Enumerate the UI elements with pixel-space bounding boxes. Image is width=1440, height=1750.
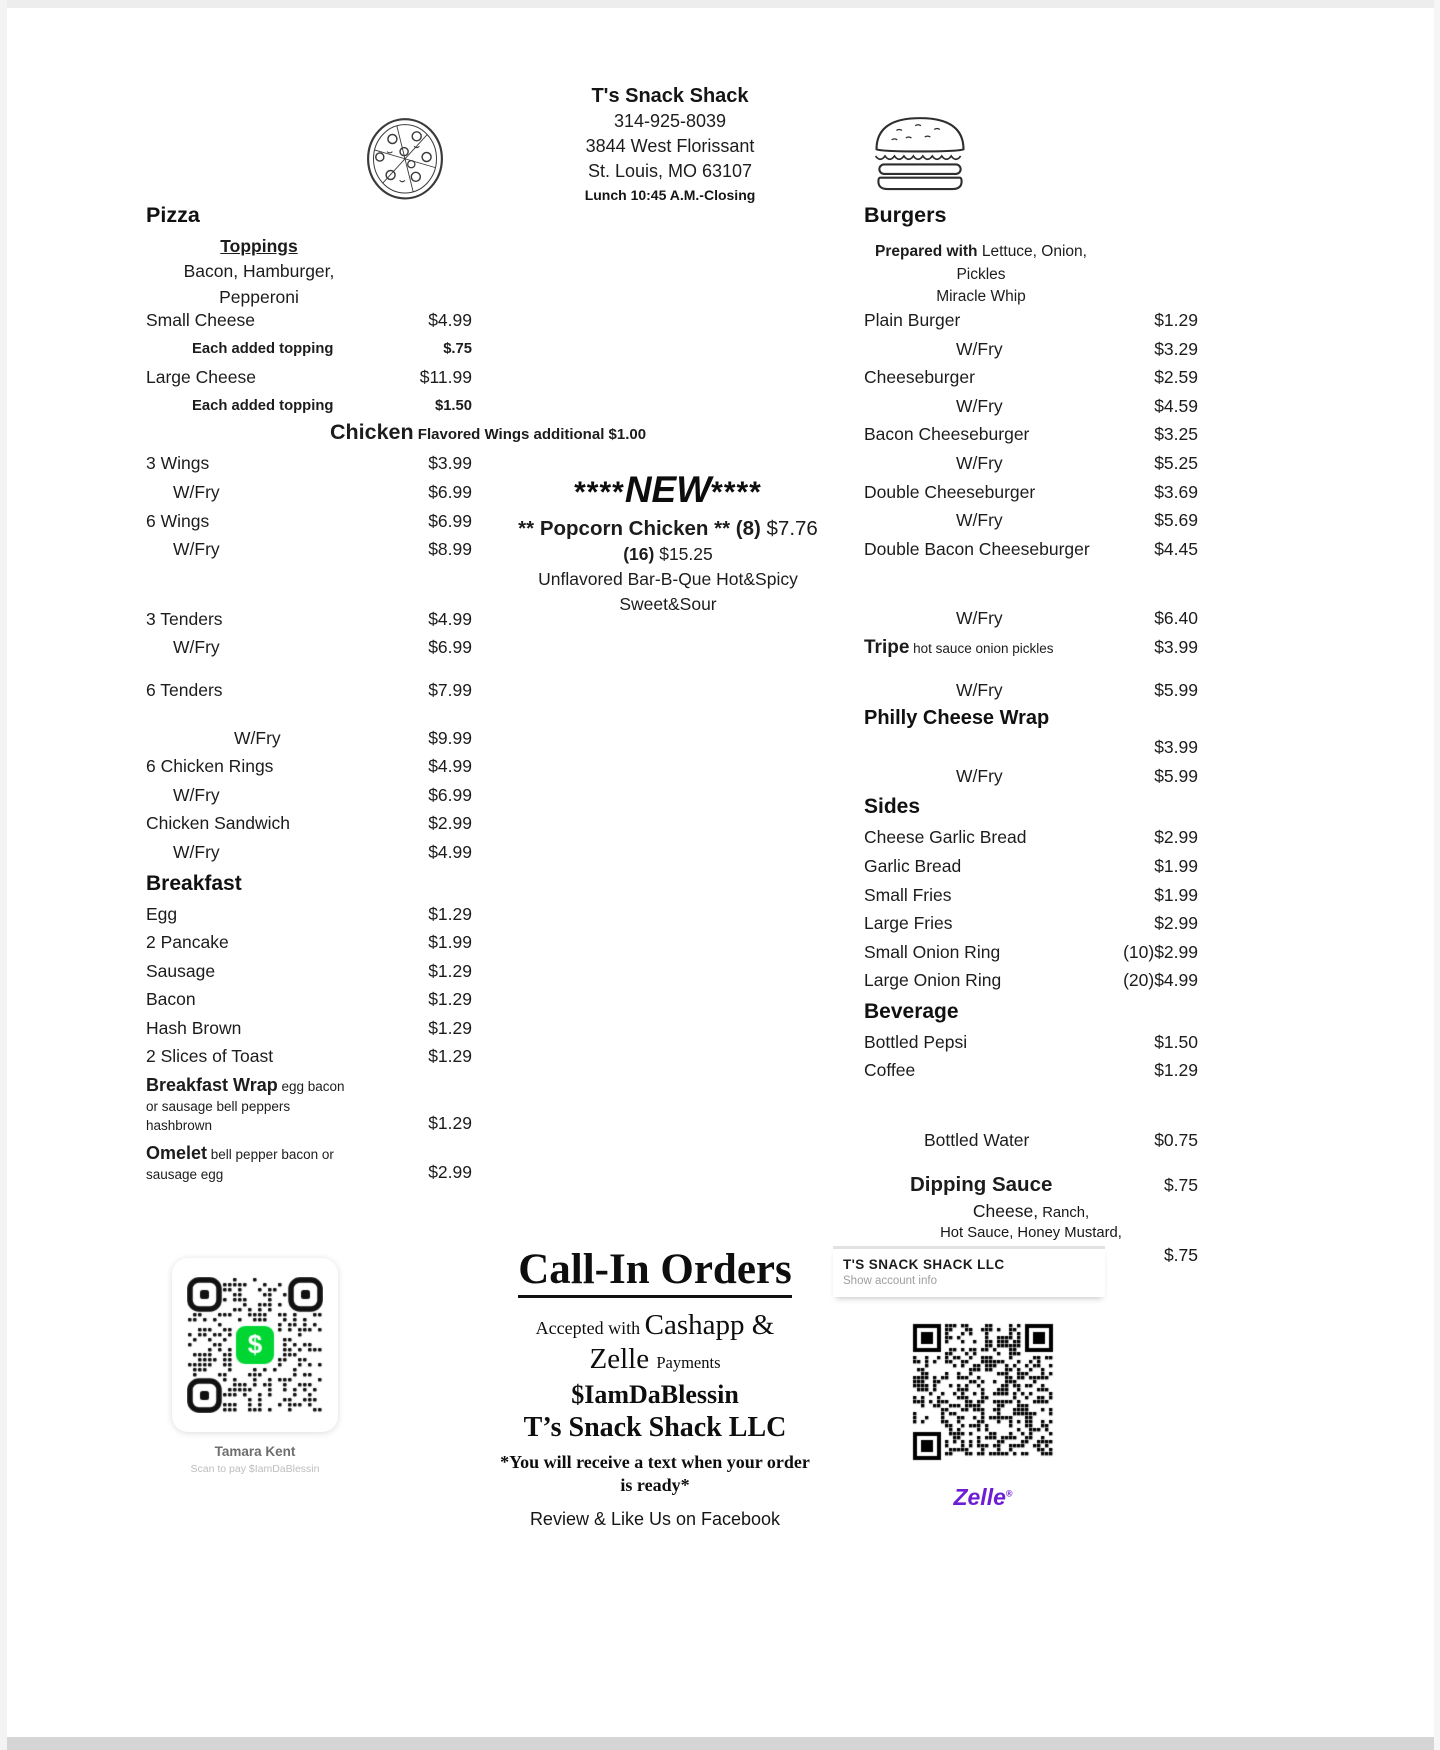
popcorn-16-label: (16) xyxy=(623,544,660,564)
item-price: $4.99 xyxy=(428,841,472,862)
item-price: $2.59 xyxy=(1154,367,1198,388)
item-label: W/Fry xyxy=(956,452,1003,473)
stars-left: **** xyxy=(574,476,625,509)
zelle-logo-text: Zelle xyxy=(953,1484,1006,1510)
item-label: Chicken Sandwich xyxy=(146,813,290,834)
item-label: Double Cheeseburger xyxy=(864,481,1036,502)
menu-item-row xyxy=(864,823,1198,852)
toppings-heading: Toppings xyxy=(220,236,298,256)
item-label: Each added topping xyxy=(192,397,334,414)
item-price: $3.29 xyxy=(1154,338,1198,359)
flavor-text: Ranch, xyxy=(1038,1204,1090,1221)
menu-item-row xyxy=(146,838,472,867)
item-price: $5.99 xyxy=(1154,765,1198,786)
item-label: Each added topping xyxy=(192,340,334,357)
item-price: $4.99 xyxy=(428,310,472,330)
section-heading-pizza: Pizza xyxy=(146,203,200,227)
item-label: 3 Wings xyxy=(146,453,210,474)
menu-item-row xyxy=(864,363,1198,392)
menu-item-row xyxy=(146,900,472,929)
item-price: (20)$4.99 xyxy=(1123,970,1198,991)
menu-item-row xyxy=(146,535,472,564)
scan-edge-bottom xyxy=(0,1737,1440,1750)
prepared-line: Pickles xyxy=(956,265,1006,283)
note-line: *You will receive a text when your order xyxy=(500,1451,810,1472)
spacer xyxy=(146,420,472,449)
menu-item-row xyxy=(146,1014,472,1043)
menu-item-row xyxy=(864,881,1198,910)
new-word: NEW xyxy=(624,469,712,510)
item-price: $2.99 xyxy=(1154,827,1198,848)
menu-item-row xyxy=(864,938,1198,967)
cashapp-qr-code xyxy=(187,1277,323,1413)
item-label: Double Bacon Cheeseburger xyxy=(864,538,1090,559)
chicken-heading-word: Chicken xyxy=(330,420,414,444)
menu-item-row xyxy=(146,605,472,634)
menu-item-row xyxy=(864,335,1198,364)
item-label: Plain Burger xyxy=(864,310,961,330)
burgers-prepared-note xyxy=(848,241,1114,309)
menu-item-row xyxy=(146,306,472,335)
spacer xyxy=(864,563,1198,604)
item-price: $4.59 xyxy=(1154,395,1198,416)
item-price: $6.40 xyxy=(1154,608,1198,629)
spacer xyxy=(864,1085,1198,1126)
item-text xyxy=(146,1142,472,1184)
item-price: $11.99 xyxy=(419,367,472,388)
menu-item-row xyxy=(864,478,1198,507)
menu-item-row xyxy=(146,957,472,986)
item-price: $6.99 xyxy=(428,784,472,805)
item-label: Sausage xyxy=(146,960,216,981)
payments-word: Payments xyxy=(656,1352,721,1372)
stars-right: **** xyxy=(711,476,762,509)
item-label: Bottled Water xyxy=(924,1130,1030,1151)
item-name-bold: Breakfast Wrap xyxy=(146,1075,278,1096)
item-price: $.75 xyxy=(1163,1244,1198,1265)
cashtag: $IamDaBlessin xyxy=(571,1379,739,1409)
call-in-orders-title: Call-In Orders xyxy=(518,1248,792,1298)
cashapp-brand: Cashapp & xyxy=(644,1308,775,1341)
menu-item-row xyxy=(864,506,1198,535)
address-street: 3844 West Florissant xyxy=(585,136,755,156)
call-in-orders-block xyxy=(420,1248,890,1530)
toppings-line: Pepperoni xyxy=(219,286,299,307)
note-line: is ready* xyxy=(620,1474,690,1495)
item-price: $3.99 xyxy=(1154,636,1198,657)
menu-item-row xyxy=(146,363,472,392)
menu-item-row xyxy=(864,1169,1198,1200)
item-label: Large Onion Ring xyxy=(864,970,1002,991)
item-label: Bacon Cheeseburger xyxy=(864,424,1030,445)
right-menu-column xyxy=(864,306,1198,1266)
item-price: $1.99 xyxy=(1154,855,1198,876)
zelle-payments-line xyxy=(420,1343,890,1379)
item-price: $5.99 xyxy=(1154,679,1198,700)
item-price: $2.99 xyxy=(428,1162,472,1183)
prepared-line xyxy=(848,241,1114,264)
item-note: bell pepper bacon or xyxy=(207,1147,334,1163)
item-label: W/Fry xyxy=(956,608,1003,629)
prepared-bold: Prepared with xyxy=(875,243,978,260)
item-label: Small Fries xyxy=(864,884,952,905)
item-price: $1.29 xyxy=(428,1113,472,1134)
section-heading: Breakfast xyxy=(146,871,242,895)
item-price: $1.50 xyxy=(1154,1031,1198,1052)
menu-item-row xyxy=(146,676,472,705)
item-label: W/Fry xyxy=(173,784,220,805)
dipping-sauce-flavors xyxy=(864,1222,1198,1244)
menu-item-row xyxy=(864,966,1198,995)
popcorn-chicken-16-line xyxy=(436,541,900,567)
menu-item-row xyxy=(146,335,472,364)
item-label: 3 Tenders xyxy=(146,608,223,629)
item-label: Egg xyxy=(146,903,178,924)
zelle-account-card xyxy=(833,1246,1105,1297)
scan-edge-left xyxy=(0,0,7,1750)
toppings-line: Bacon, Hamburger, xyxy=(183,261,335,281)
address-city: St. Louis, MO 63107 xyxy=(587,161,753,181)
popcorn-chicken-price: $7.76 xyxy=(766,517,818,540)
item-price: $7.99 xyxy=(428,679,472,700)
item-name-bold: Omelet xyxy=(146,1143,208,1164)
item-price: $1.99 xyxy=(1154,884,1198,905)
zelle-account-title: T'S SNACK SHACK LLC xyxy=(843,1257,1005,1272)
item-label: Small Onion Ring xyxy=(864,941,1001,962)
spacer xyxy=(146,662,472,676)
item-label: Coffee xyxy=(864,1060,916,1081)
cashapp-account-name: Tamara Kent xyxy=(214,1444,296,1459)
item-label xyxy=(864,633,1054,664)
menu-item-row xyxy=(864,1028,1198,1057)
accepted-prefix: Accepted with xyxy=(535,1317,645,1338)
cashapp-qr-card xyxy=(172,1258,338,1432)
menu-item-row xyxy=(864,392,1198,421)
menu-item-row xyxy=(864,449,1198,478)
restaurant-name: T's Snack Shack xyxy=(591,85,749,107)
item-price: (10)$2.99 xyxy=(1123,941,1198,962)
item-label: Cheese Garlic Bread xyxy=(864,827,1027,848)
header xyxy=(505,84,835,206)
flavor-text: Hot Sauce, Honey Mustard, xyxy=(940,1224,1122,1241)
item-note-line: hashbrown xyxy=(146,1118,213,1134)
item-label: W/Fry xyxy=(956,338,1003,359)
menu-item-row xyxy=(864,762,1198,791)
prepared-rest: Lettuce, Onion, xyxy=(977,243,1087,260)
order-ready-note xyxy=(420,1451,890,1497)
zelle-show-account-info: Show account info xyxy=(843,1275,937,1287)
item-price: $1.99 xyxy=(428,932,472,953)
item-label: W/Fry xyxy=(956,510,1003,531)
item-label: W/Fry xyxy=(234,727,281,748)
item-label: W/Fry xyxy=(173,841,220,862)
item-price: $5.25 xyxy=(1154,452,1198,473)
chicken-heading-note: Flavored Wings additional $1.00 xyxy=(413,426,647,443)
item-label: W/Fry xyxy=(173,637,220,658)
item-label: Dipping Sauce xyxy=(910,1172,1053,1196)
item-price: $3.25 xyxy=(1154,424,1198,445)
pizza-toppings xyxy=(138,233,380,310)
menu-item-row xyxy=(146,392,472,421)
cashapp-scan-caption: Scan to pay $IamDaBlessin xyxy=(190,1463,320,1475)
left-menu-column xyxy=(146,306,472,1188)
menu-item-row xyxy=(864,1056,1198,1085)
spacer xyxy=(146,705,472,724)
menu-item-row xyxy=(146,507,472,536)
item-price: $1.29 xyxy=(1154,310,1198,330)
item-note: egg bacon xyxy=(277,1079,345,1095)
menu-item-row xyxy=(146,724,472,753)
item-price: $5.69 xyxy=(1154,510,1198,531)
zelle-logo-reg: ® xyxy=(1005,1488,1013,1499)
item-note-line: sausage egg xyxy=(146,1167,224,1183)
item-price: $6.99 xyxy=(428,481,472,502)
item-label: 6 Tenders xyxy=(146,679,223,700)
menu-item-row xyxy=(864,535,1198,564)
item-price: $1.29 xyxy=(428,960,472,981)
popcorn-16-price: $15.25 xyxy=(659,544,713,564)
menu-item-row xyxy=(146,1139,472,1188)
item-price: $2.99 xyxy=(428,813,472,834)
item-price: $3.99 xyxy=(428,453,472,474)
item-label: W/Fry xyxy=(956,679,1003,700)
menu-item-row xyxy=(146,449,472,478)
zelle-logo xyxy=(908,1484,1058,1511)
scan-edge-top xyxy=(0,0,1440,8)
menu-item-row xyxy=(864,633,1198,662)
item-label: Bottled Pepsi xyxy=(864,1031,968,1052)
item-label: 2 Slices of Toast xyxy=(146,1046,274,1067)
new-title xyxy=(436,470,900,513)
item-price: $1.29 xyxy=(428,1017,472,1038)
item-label: Large Cheese xyxy=(146,367,256,388)
price-row xyxy=(864,733,1198,762)
accepted-with-line xyxy=(420,1310,890,1343)
menu-item-row xyxy=(146,985,472,1014)
item-price: $1.29 xyxy=(428,1046,472,1067)
facebook-line: Review & Like Us on Facebook xyxy=(529,1508,781,1529)
item-price: $3.69 xyxy=(1154,481,1198,502)
flavors-line: Unflavored Bar-B-Que Hot&Spicy xyxy=(538,569,798,589)
item-label: Hash Brown xyxy=(146,1017,242,1038)
item-price: $4.99 xyxy=(428,608,472,629)
item-price: $.75 xyxy=(1163,1174,1198,1195)
item-label: Large Fries xyxy=(864,913,953,934)
item-label: Garlic Bread xyxy=(864,855,962,876)
item-price: $6.99 xyxy=(428,637,472,658)
menu-item-row xyxy=(864,604,1198,633)
menu-item-row xyxy=(864,909,1198,938)
item-price: $1.29 xyxy=(428,903,472,924)
item-note: hot sauce onion pickles xyxy=(909,640,1054,656)
menu-item-row xyxy=(864,852,1198,881)
item-price: $8.99 xyxy=(428,539,472,560)
item-label: 6 Wings xyxy=(146,510,210,531)
item-label: W/Fry xyxy=(173,539,220,560)
spacer xyxy=(864,1155,1198,1169)
menu-item-row xyxy=(864,420,1198,449)
pizza-icon xyxy=(360,110,450,204)
menu-item-row xyxy=(864,306,1198,335)
flavors-line: Sweet&Sour xyxy=(619,594,717,614)
zelle-brand: Zelle xyxy=(589,1342,657,1375)
section-heading: Sides xyxy=(864,795,921,819)
item-label: Cheeseburger xyxy=(864,367,975,388)
item-note-line: or sausage bell peppers xyxy=(146,1099,291,1115)
prepared-line: Miracle Whip xyxy=(936,288,1026,305)
menu-item-row xyxy=(146,928,472,957)
new-item-announcement xyxy=(436,470,900,617)
menu-item-row xyxy=(146,633,472,662)
item-price: $3.99 xyxy=(1154,737,1198,758)
spacer xyxy=(864,662,1198,676)
item-price: $4.45 xyxy=(1154,538,1198,559)
hours: Lunch 10:45 A.M.-Closing xyxy=(584,187,756,203)
item-label: W/Fry xyxy=(173,481,220,502)
item-label: 2 Pancake xyxy=(146,932,229,953)
item-name-heading: Philly Cheese Wrap xyxy=(864,707,1050,730)
item-text xyxy=(146,1074,472,1135)
item-price: $9.99 xyxy=(428,727,472,748)
menu-item-row xyxy=(146,478,472,507)
menu-item-row xyxy=(146,781,472,810)
section-heading-burgers: Burgers xyxy=(864,203,947,227)
scan-edge-right xyxy=(1434,0,1440,1750)
burger-icon xyxy=(868,108,972,202)
dipping-sauce-flavors xyxy=(864,1200,1198,1222)
item-label: 6 Chicken Rings xyxy=(146,756,274,777)
item-price: $1.29 xyxy=(428,989,472,1010)
menu-item-row xyxy=(864,676,1198,705)
item-price: $6.99 xyxy=(428,510,472,531)
menu-item-row xyxy=(146,1042,472,1071)
item-price: $1.29 xyxy=(1154,1060,1198,1081)
business-name: T’s Snack Shack LLC xyxy=(523,1411,787,1443)
menu-item-row xyxy=(146,752,472,781)
menu-item-row xyxy=(864,1126,1198,1155)
item-price: $.75 xyxy=(443,340,472,357)
menu-item-row xyxy=(146,1071,472,1139)
zelle-qr-code xyxy=(908,1322,1058,1462)
item-label: W/Fry xyxy=(956,395,1003,416)
item-price: $4.99 xyxy=(428,756,472,777)
item-label: Bacon xyxy=(146,989,196,1010)
item-label: W/Fry xyxy=(956,765,1003,786)
item-price: $0.75 xyxy=(1154,1130,1198,1151)
item-price: $1.50 xyxy=(434,397,472,414)
phone-number: 314-925-8039 xyxy=(613,111,727,131)
popcorn-chicken-label: ** Popcorn Chicken ** (8) xyxy=(518,517,767,540)
flavor-main: Cheese, xyxy=(972,1200,1039,1221)
item-label: Small Cheese xyxy=(146,310,255,330)
section-heading: Beverage xyxy=(864,999,959,1023)
item-price: $2.99 xyxy=(1154,913,1198,934)
popcorn-chicken-line xyxy=(436,517,900,541)
item-name-bold: Tripe xyxy=(864,636,910,658)
menu-item-row xyxy=(146,809,472,838)
spacer xyxy=(146,564,472,605)
